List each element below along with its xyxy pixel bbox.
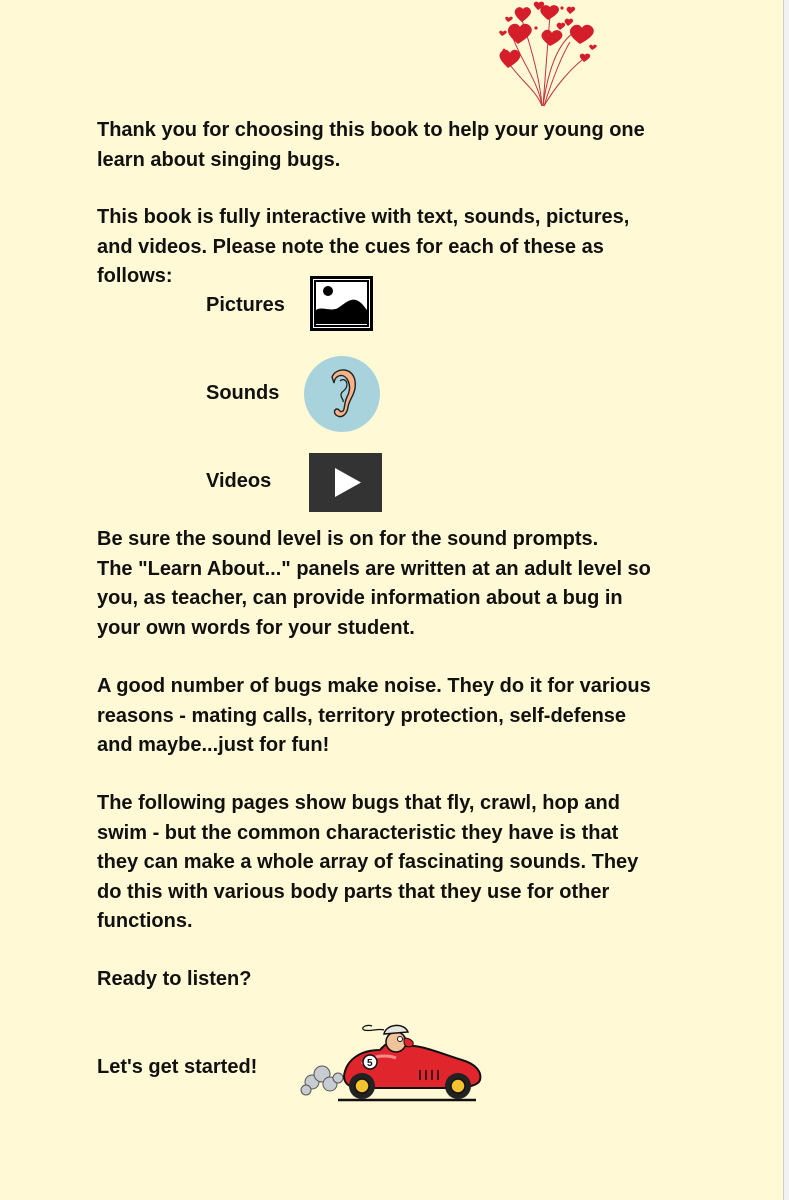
sound-level-paragraph: Be sure the sound level is on for the sound prompts. The "Learn About..." panels are written at an adult level so you, as teacher, can provide information about a bug in your own words for your student. bbox=[97, 528, 651, 639]
page-edge bbox=[784, 0, 789, 1200]
race-car-icon bbox=[300, 1020, 486, 1104]
noise-paragraph: A good number of bugs make noise. They do it for various reasons - mating calls, territory protection, self-defense and maybe...just for fun! bbox=[97, 675, 651, 756]
cue-label-sounds: Sounds bbox=[206, 382, 280, 404]
play-icon[interactable] bbox=[309, 453, 382, 512]
cue-label-videos: Videos bbox=[206, 470, 272, 492]
picture-icon[interactable] bbox=[310, 276, 373, 331]
hearts-balloon-icon bbox=[490, 0, 600, 110]
ear-icon[interactable] bbox=[303, 355, 381, 433]
svg-text:5: 5 bbox=[367, 1058, 373, 1069]
start-text: Let's get started! bbox=[97, 1056, 258, 1078]
following-paragraph: The following pages show bugs that fly, crawl, hop and swim - but the common characteristic they have is that they can make a whole array of fascinating sounds. They do this with various body parts that they use for other functions. bbox=[97, 792, 639, 932]
ready-text: Ready to listen? bbox=[97, 968, 252, 990]
cue-label-pictures: Pictures bbox=[206, 294, 285, 316]
intro-paragraph: Thank you for choosing this book to help your young one learn about singing bugs. bbox=[97, 119, 645, 171]
interactive-paragraph: This book is fully interactive with text, sounds, pictures, and videos. Please note the cues for each of these as follows: bbox=[97, 206, 630, 287]
